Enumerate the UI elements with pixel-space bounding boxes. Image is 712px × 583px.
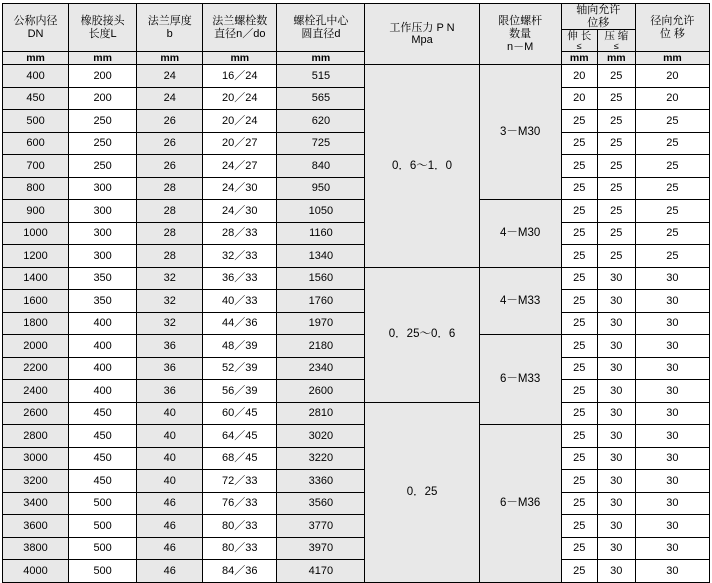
cell-limit-bolt: 4－M30 (479, 200, 561, 268)
cell-radial-displacement: 30 (635, 425, 709, 448)
cell-length: 500 (69, 537, 137, 560)
cell-flange-bolt-count: 24／30 (203, 177, 277, 200)
cell-dn: 3200 (3, 470, 69, 493)
table-row (3, 380, 710, 403)
cell-axial-extension: 25 (561, 357, 597, 380)
header-row-units (3, 52, 710, 65)
cell-flange-thickness: 28 (137, 222, 203, 245)
header-flange-thickness: 法兰厚度 b (137, 4, 203, 52)
cell-length: 450 (69, 425, 137, 448)
cell-bolt-circle-diameter: 2810 (277, 402, 365, 425)
cell-length: 450 (69, 470, 137, 493)
cell-axial-extension: 25 (561, 380, 597, 403)
cell-dn: 1600 (3, 290, 69, 313)
cell-length: 200 (69, 65, 137, 88)
cell-flange-bolt-count: 84／36 (203, 560, 277, 583)
cell-axial-extension: 25 (561, 560, 597, 583)
cell-length: 300 (69, 245, 137, 268)
cell-radial-displacement: 25 (635, 110, 709, 133)
cell-bolt-circle-diameter: 3560 (277, 492, 365, 515)
header-flange-bolt-count: 法兰螺栓数 直径n／do (203, 4, 277, 52)
cell-flange-thickness: 28 (137, 177, 203, 200)
cell-axial-compression: 25 (597, 110, 635, 133)
cell-radial-displacement: 30 (635, 290, 709, 313)
cell-bolt-circle-diameter: 1340 (277, 245, 365, 268)
cell-axial-compression: 30 (597, 447, 635, 470)
table-row (3, 132, 710, 155)
cell-radial-displacement: 25 (635, 200, 709, 223)
table-row (3, 402, 710, 425)
header-length: 橡胶接头 长度L (69, 4, 137, 52)
cell-axial-extension: 25 (561, 245, 597, 268)
cell-flange-bolt-count: 80／33 (203, 537, 277, 560)
cell-limit-bolt: 4－M33 (479, 267, 561, 335)
table-row (3, 492, 710, 515)
cell-flange-thickness: 40 (137, 402, 203, 425)
cell-radial-displacement: 30 (635, 492, 709, 515)
cell-dn: 3800 (3, 537, 69, 560)
cell-bolt-circle-diameter: 1760 (277, 290, 365, 313)
cell-flange-bolt-count: 20／27 (203, 132, 277, 155)
cell-radial-displacement: 20 (635, 87, 709, 110)
cell-axial-extension: 25 (561, 335, 597, 358)
cell-radial-displacement: 30 (635, 357, 709, 380)
cell-length: 250 (69, 155, 137, 178)
cell-flange-thickness: 36 (137, 380, 203, 403)
table-row (3, 357, 710, 380)
unit-dn: mm (3, 52, 69, 65)
cell-bolt-circle-diameter: 3770 (277, 515, 365, 538)
unit-nd: mm (203, 52, 277, 65)
cell-axial-compression: 30 (597, 267, 635, 290)
cell-axial-compression: 25 (597, 245, 635, 268)
cell-bolt-circle-diameter: 3360 (277, 470, 365, 493)
cell-axial-compression: 30 (597, 290, 635, 313)
table-row (3, 515, 710, 538)
cell-dn: 1200 (3, 245, 69, 268)
cell-length: 250 (69, 110, 137, 133)
cell-length: 400 (69, 357, 137, 380)
cell-axial-extension: 25 (561, 402, 597, 425)
cell-bolt-circle-diameter: 3220 (277, 447, 365, 470)
cell-flange-thickness: 46 (137, 492, 203, 515)
cell-flange-thickness: 36 (137, 357, 203, 380)
cell-flange-thickness: 32 (137, 290, 203, 313)
cell-dn: 2600 (3, 402, 69, 425)
cell-length: 200 (69, 87, 137, 110)
table-header (3, 4, 710, 65)
cell-axial-compression: 30 (597, 515, 635, 538)
cell-bolt-circle-diameter: 2180 (277, 335, 365, 358)
cell-flange-thickness: 24 (137, 87, 203, 110)
cell-flange-bolt-count: 20／24 (203, 87, 277, 110)
cell-axial-compression: 30 (597, 470, 635, 493)
cell-axial-extension: 25 (561, 515, 597, 538)
cell-dn: 600 (3, 132, 69, 155)
cell-axial-extension: 25 (561, 312, 597, 335)
cell-dn: 1800 (3, 312, 69, 335)
cell-flange-thickness: 40 (137, 447, 203, 470)
table-body (3, 65, 710, 583)
table-row (3, 87, 710, 110)
cell-bolt-circle-diameter: 3970 (277, 537, 365, 560)
cell-axial-compression: 30 (597, 560, 635, 583)
cell-axial-compression: 25 (597, 132, 635, 155)
cell-bolt-circle-diameter: 1560 (277, 267, 365, 290)
header-axial-compression: 压 缩 ≤ (597, 30, 635, 52)
table-row (3, 537, 710, 560)
table-row (3, 245, 710, 268)
table-row (3, 425, 710, 448)
unit-d: mm (277, 52, 365, 65)
cell-dn: 2200 (3, 357, 69, 380)
table-row (3, 267, 710, 290)
cell-working-pressure: 0．25～0．6 (365, 267, 479, 402)
cell-flange-thickness: 40 (137, 470, 203, 493)
cell-bolt-circle-diameter: 1160 (277, 222, 365, 245)
cell-radial-displacement: 30 (635, 312, 709, 335)
unit-length: mm (69, 52, 137, 65)
cell-bolt-circle-diameter: 1970 (277, 312, 365, 335)
cell-bolt-circle-diameter: 1050 (277, 200, 365, 223)
cell-flange-thickness: 40 (137, 425, 203, 448)
cell-axial-compression: 25 (597, 200, 635, 223)
cell-dn: 500 (3, 110, 69, 133)
cell-axial-compression: 30 (597, 312, 635, 335)
cell-bolt-circle-diameter: 3020 (277, 425, 365, 448)
cell-radial-displacement: 30 (635, 470, 709, 493)
cell-radial-displacement: 20 (635, 65, 709, 88)
cell-dn: 1400 (3, 267, 69, 290)
cell-flange-thickness: 32 (137, 312, 203, 335)
cell-flange-thickness: 46 (137, 537, 203, 560)
cell-axial-extension: 25 (561, 470, 597, 493)
cell-radial-displacement: 25 (635, 222, 709, 245)
table-row (3, 312, 710, 335)
cell-length: 500 (69, 492, 137, 515)
cell-dn: 800 (3, 177, 69, 200)
cell-axial-compression: 25 (597, 177, 635, 200)
cell-flange-bolt-count: 40／33 (203, 290, 277, 313)
cell-bolt-circle-diameter: 4170 (277, 560, 365, 583)
unit-b: mm (137, 52, 203, 65)
cell-axial-compression: 25 (597, 155, 635, 178)
cell-flange-thickness: 28 (137, 200, 203, 223)
rubber-joint-spec-table (2, 3, 710, 583)
cell-radial-displacement: 30 (635, 380, 709, 403)
table-row (3, 110, 710, 133)
cell-axial-extension: 25 (561, 200, 597, 223)
cell-dn: 3400 (3, 492, 69, 515)
cell-axial-extension: 25 (561, 110, 597, 133)
table-row (3, 335, 710, 358)
cell-axial-compression: 30 (597, 492, 635, 515)
cell-dn: 3600 (3, 515, 69, 538)
cell-flange-bolt-count: 24／27 (203, 155, 277, 178)
cell-bolt-circle-diameter: 2600 (277, 380, 365, 403)
header-limit-bolt: 限位螺杆 数量 n－M (479, 4, 561, 65)
cell-flange-thickness: 26 (137, 110, 203, 133)
cell-limit-bolt: 3－M30 (479, 65, 561, 200)
cell-working-pressure: 0．6～1．0 (365, 65, 479, 268)
cell-radial-displacement: 25 (635, 155, 709, 178)
cell-radial-displacement: 25 (635, 177, 709, 200)
cell-flange-thickness: 28 (137, 245, 203, 268)
header-radial-displacement: 径向允许 位 移 (635, 4, 709, 52)
cell-flange-bolt-count: 64／45 (203, 425, 277, 448)
cell-length: 400 (69, 335, 137, 358)
cell-axial-compression: 30 (597, 425, 635, 448)
header-working-pressure: 工作压力 P N Mpa (365, 4, 479, 65)
cell-flange-thickness: 26 (137, 155, 203, 178)
cell-bolt-circle-diameter: 515 (277, 65, 365, 88)
unit-axial-extension: mm (561, 52, 597, 65)
cell-axial-compression: 30 (597, 357, 635, 380)
cell-length: 350 (69, 267, 137, 290)
cell-axial-compression: 30 (597, 402, 635, 425)
cell-flange-bolt-count: 60／45 (203, 402, 277, 425)
header-axial-extension: 伸 长 ≤ (561, 30, 597, 52)
cell-axial-extension: 25 (561, 132, 597, 155)
unit-axial-compression: mm (597, 52, 635, 65)
table-row (3, 155, 710, 178)
cell-flange-bolt-count: 56／39 (203, 380, 277, 403)
cell-radial-displacement: 30 (635, 515, 709, 538)
table-row (3, 290, 710, 313)
cell-radial-displacement: 30 (635, 267, 709, 290)
cell-length: 400 (69, 380, 137, 403)
cell-flange-bolt-count: 52／39 (203, 357, 277, 380)
cell-dn: 2400 (3, 380, 69, 403)
cell-flange-bolt-count: 20／24 (203, 110, 277, 133)
cell-bolt-circle-diameter: 840 (277, 155, 365, 178)
cell-axial-compression: 25 (597, 65, 635, 88)
cell-length: 500 (69, 515, 137, 538)
cell-axial-extension: 25 (561, 290, 597, 313)
cell-flange-bolt-count: 80／33 (203, 515, 277, 538)
cell-bolt-circle-diameter: 725 (277, 132, 365, 155)
cell-axial-extension: 20 (561, 65, 597, 88)
table-row (3, 470, 710, 493)
cell-dn: 4000 (3, 560, 69, 583)
table-row (3, 200, 710, 223)
table-row (3, 177, 710, 200)
header-axial-displacement: 轴向允许 位移 (561, 4, 635, 30)
cell-axial-extension: 25 (561, 447, 597, 470)
cell-flange-bolt-count: 48／39 (203, 335, 277, 358)
cell-bolt-circle-diameter: 620 (277, 110, 365, 133)
table-row (3, 447, 710, 470)
cell-dn: 2000 (3, 335, 69, 358)
cell-dn: 1000 (3, 222, 69, 245)
cell-radial-displacement: 30 (635, 402, 709, 425)
cell-length: 400 (69, 312, 137, 335)
cell-length: 300 (69, 222, 137, 245)
cell-bolt-circle-diameter: 950 (277, 177, 365, 200)
cell-radial-displacement: 30 (635, 560, 709, 583)
cell-radial-displacement: 25 (635, 245, 709, 268)
cell-flange-bolt-count: 28／33 (203, 222, 277, 245)
cell-dn: 450 (3, 87, 69, 110)
cell-flange-thickness: 26 (137, 132, 203, 155)
cell-radial-displacement: 30 (635, 335, 709, 358)
cell-axial-extension: 25 (561, 537, 597, 560)
cell-dn: 3000 (3, 447, 69, 470)
cell-radial-displacement: 25 (635, 132, 709, 155)
cell-dn: 900 (3, 200, 69, 223)
cell-flange-thickness: 46 (137, 515, 203, 538)
cell-bolt-circle-diameter: 2340 (277, 357, 365, 380)
cell-axial-extension: 25 (561, 492, 597, 515)
header-bolt-circle-diameter: 螺栓孔中心 圆直径d (277, 4, 365, 52)
cell-flange-bolt-count: 72／33 (203, 470, 277, 493)
table-row (3, 65, 710, 88)
cell-flange-bolt-count: 68／45 (203, 447, 277, 470)
cell-flange-bolt-count: 24／30 (203, 200, 277, 223)
cell-axial-extension: 25 (561, 425, 597, 448)
table-row (3, 560, 710, 583)
cell-flange-thickness: 24 (137, 65, 203, 88)
table-row (3, 222, 710, 245)
spec-table-page (0, 3, 712, 577)
cell-dn: 2800 (3, 425, 69, 448)
cell-length: 500 (69, 560, 137, 583)
cell-flange-thickness: 32 (137, 267, 203, 290)
cell-axial-compression: 30 (597, 380, 635, 403)
cell-axial-extension: 25 (561, 222, 597, 245)
cell-length: 450 (69, 402, 137, 425)
cell-working-pressure: 0．25 (365, 402, 479, 582)
cell-length: 350 (69, 290, 137, 313)
cell-flange-thickness: 46 (137, 560, 203, 583)
cell-flange-thickness: 36 (137, 335, 203, 358)
cell-flange-bolt-count: 32／33 (203, 245, 277, 268)
cell-length: 450 (69, 447, 137, 470)
cell-axial-compression: 25 (597, 87, 635, 110)
cell-radial-displacement: 30 (635, 447, 709, 470)
cell-length: 300 (69, 177, 137, 200)
cell-limit-bolt: 6－M36 (479, 425, 561, 583)
cell-dn: 400 (3, 65, 69, 88)
unit-radial: mm (635, 52, 709, 65)
cell-radial-displacement: 30 (635, 537, 709, 560)
cell-axial-compression: 30 (597, 537, 635, 560)
cell-axial-extension: 20 (561, 87, 597, 110)
cell-axial-extension: 25 (561, 155, 597, 178)
cell-bolt-circle-diameter: 565 (277, 87, 365, 110)
cell-limit-bolt: 6－M33 (479, 335, 561, 425)
header-dn: 公称内径 DN (3, 4, 69, 52)
header-row-main (3, 4, 710, 30)
cell-axial-extension: 25 (561, 177, 597, 200)
cell-length: 300 (69, 200, 137, 223)
cell-length: 250 (69, 132, 137, 155)
cell-axial-extension: 25 (561, 267, 597, 290)
cell-flange-bolt-count: 36／33 (203, 267, 277, 290)
cell-flange-bolt-count: 16／24 (203, 65, 277, 88)
cell-axial-compression: 30 (597, 335, 635, 358)
cell-flange-bolt-count: 76／33 (203, 492, 277, 515)
cell-axial-compression: 25 (597, 222, 635, 245)
cell-flange-bolt-count: 44／36 (203, 312, 277, 335)
cell-dn: 700 (3, 155, 69, 178)
